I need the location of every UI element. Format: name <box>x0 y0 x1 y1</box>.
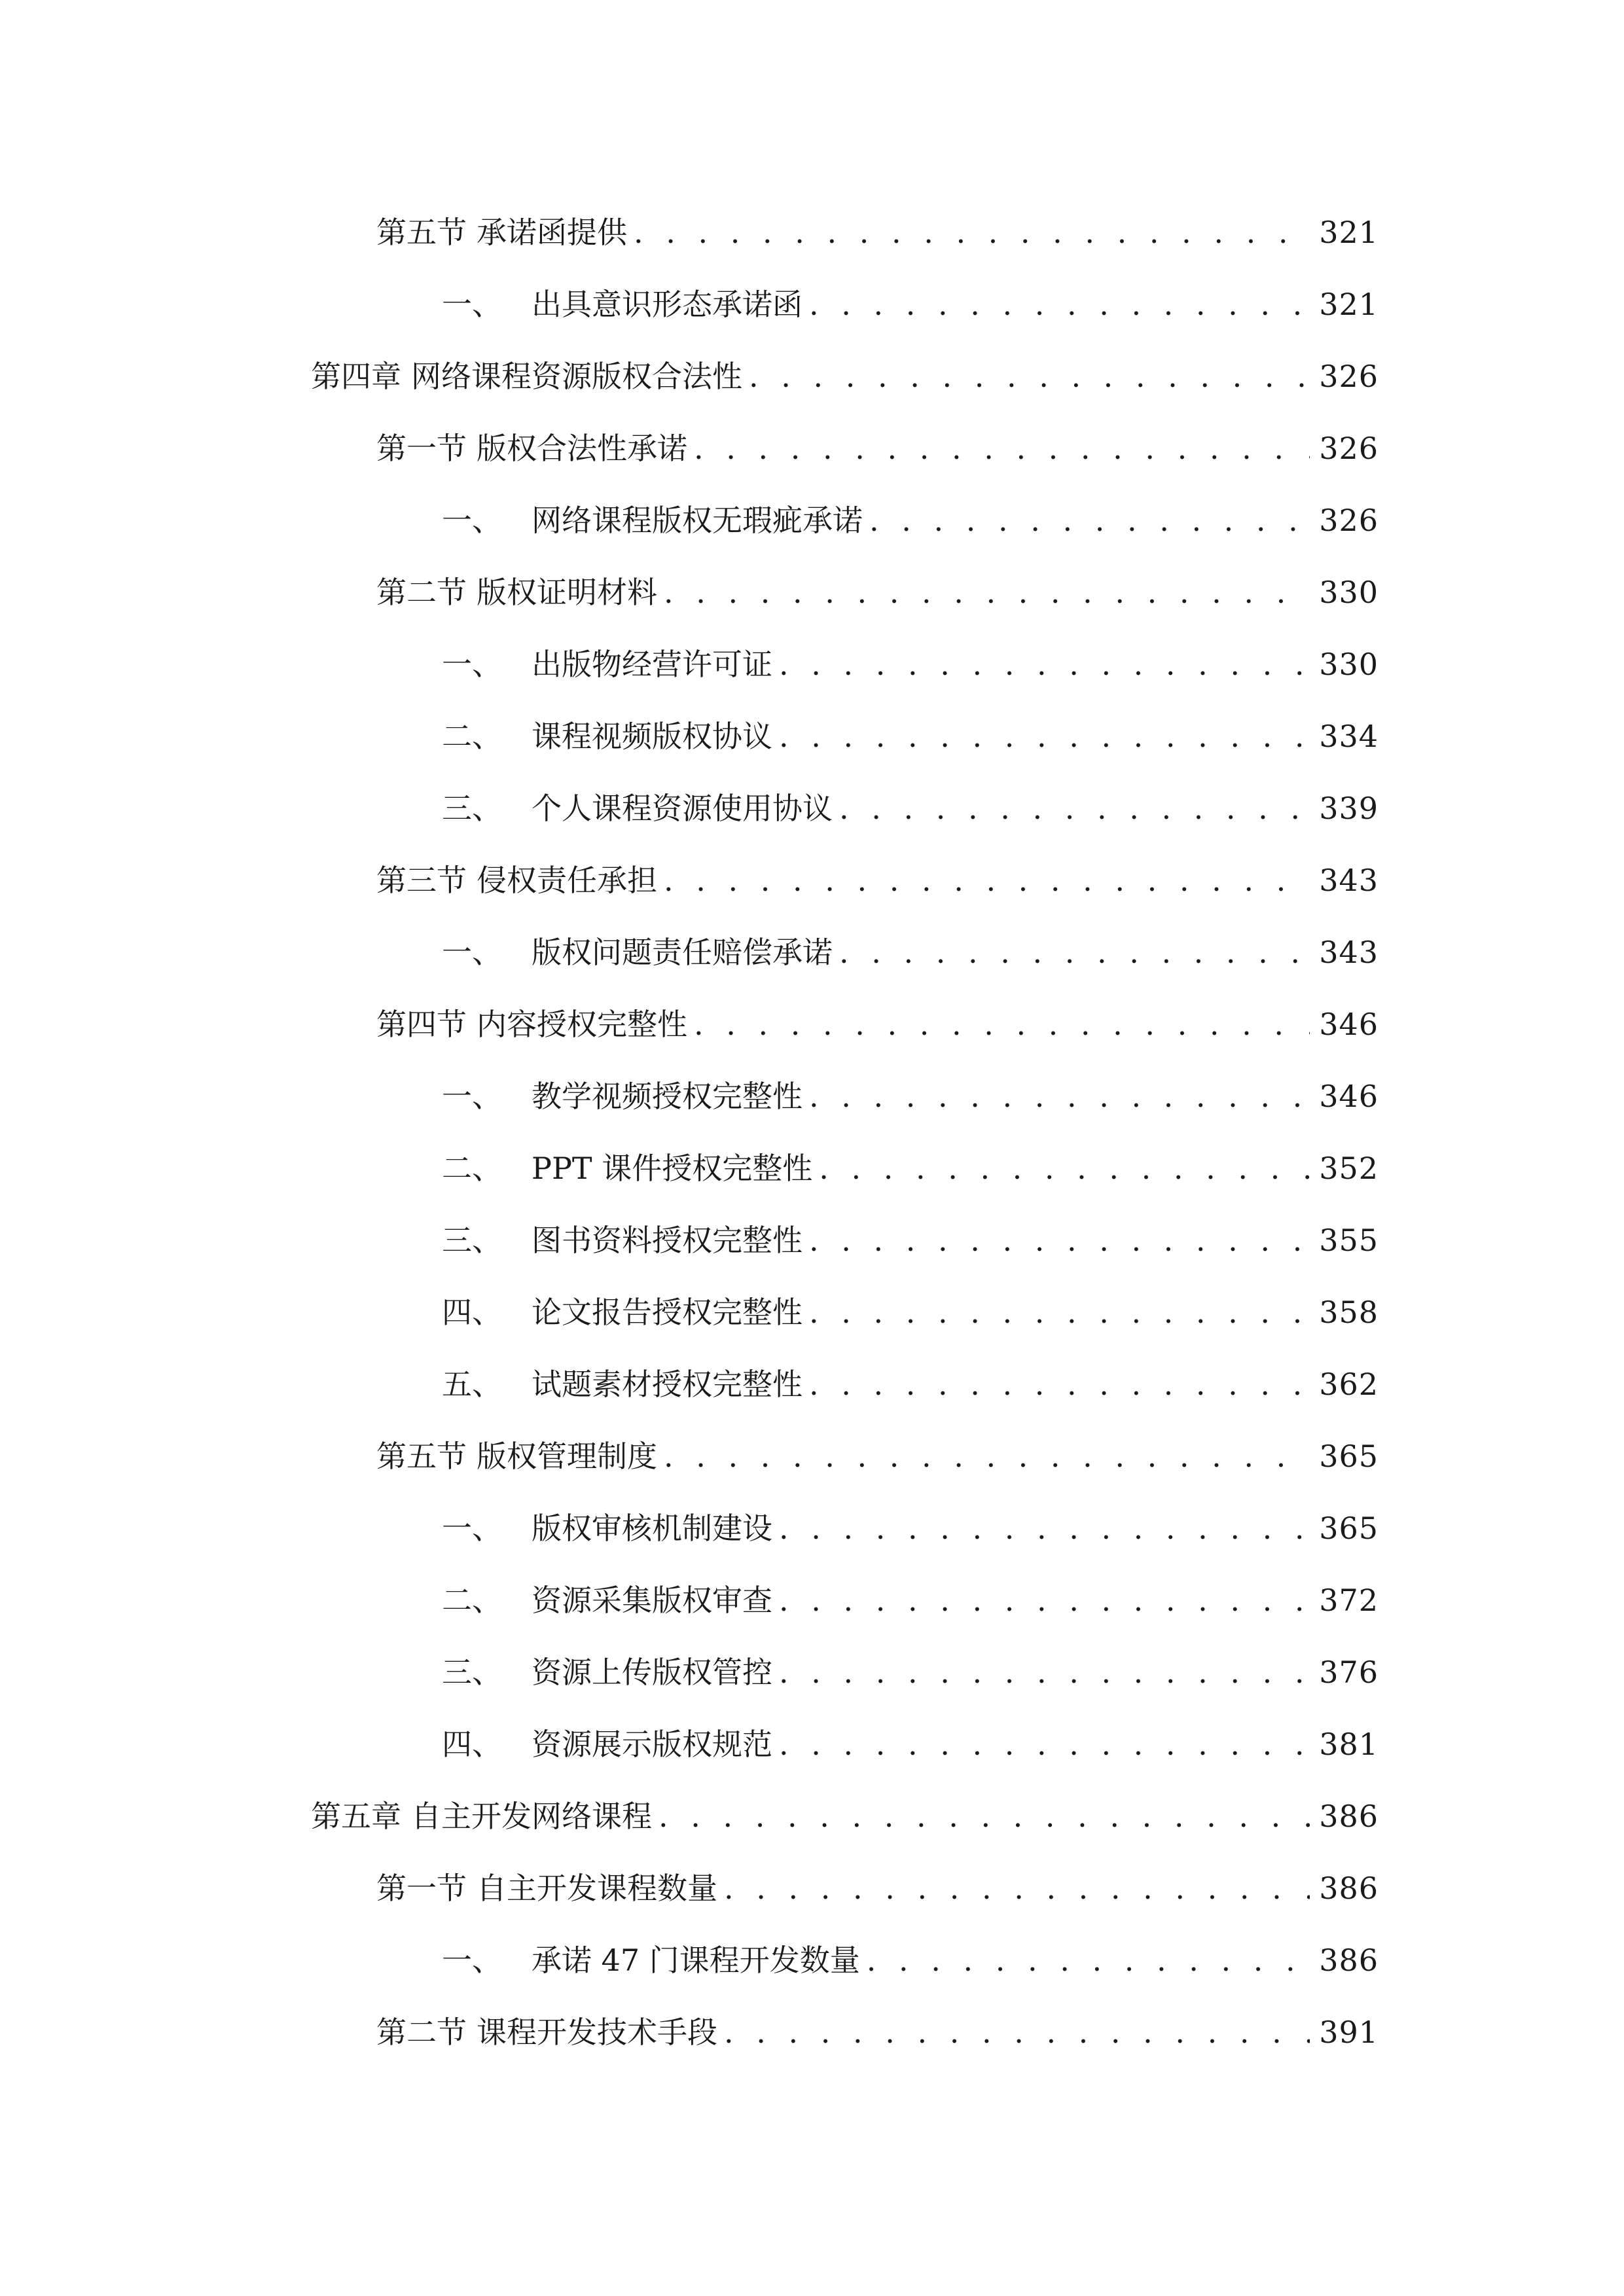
toc-entry-page: 355 <box>1319 1223 1379 1258</box>
toc-entry-number: 第五章 <box>311 1799 401 1834</box>
toc-entry-page: 358 <box>1319 1295 1379 1330</box>
toc-entry[interactable] <box>376 206 1379 259</box>
toc-entry[interactable] <box>376 566 1379 619</box>
toc-entry[interactable] <box>311 350 1379 403</box>
toc-entry-title: 承诺函提供 <box>477 215 627 250</box>
toc-entry-title: 资源展示版权规范 <box>532 1727 772 1762</box>
toc-entry[interactable] <box>442 1070 1379 1122</box>
toc-entry-title: 内容授权完整性 <box>477 1007 687 1042</box>
toc-entry-number: 一、 <box>442 1511 502 1546</box>
toc-entry-number: 二、 <box>442 1583 502 1618</box>
toc-entry-page: 326 <box>1319 431 1379 466</box>
toc-entry[interactable] <box>442 494 1379 547</box>
toc-entry-page: 343 <box>1319 863 1379 898</box>
toc-entry-title: 侵权责任承担 <box>477 863 657 898</box>
toc-entry-page: 339 <box>1319 791 1379 826</box>
toc-entry-page: 386 <box>1319 1799 1379 1834</box>
toc-entry-number: 一、 <box>442 1943 502 1978</box>
toc-entry-page: 381 <box>1319 1727 1379 1762</box>
toc-entry-title: 出版物经营许可证 <box>532 647 772 682</box>
toc-entry[interactable] <box>442 278 1379 331</box>
toc-entry[interactable] <box>442 1142 1379 1194</box>
dot-leader <box>867 1934 1310 1986</box>
toc-entry-page: 386 <box>1319 1943 1379 1978</box>
toc-entry[interactable] <box>442 710 1379 762</box>
toc-entry-page: 330 <box>1319 575 1379 610</box>
toc-entry-number: 四、 <box>442 1295 502 1330</box>
toc-entry[interactable] <box>376 1862 1379 1914</box>
toc-entry[interactable] <box>442 782 1379 834</box>
toc-entry-title: 版权管理制度 <box>477 1439 657 1474</box>
toc-entry-number: 一、 <box>442 1079 502 1114</box>
toc-entry-title: 自主开发网络课程 <box>411 1799 652 1834</box>
dot-leader <box>779 1646 1310 1698</box>
toc-entry[interactable] <box>442 1934 1379 1986</box>
toc-entry-title: 版权审核机制建设 <box>532 1511 772 1546</box>
toc-entry-number: 第五节 <box>376 1439 467 1474</box>
toc-entry[interactable] <box>376 422 1379 475</box>
dot-leader <box>809 1358 1310 1410</box>
toc-entry-title: 资源上传版权管控 <box>532 1655 772 1690</box>
dot-leader <box>694 998 1310 1050</box>
toc-entry-number: 一、 <box>442 647 502 682</box>
dot-leader <box>664 566 1310 619</box>
toc-entry[interactable] <box>442 1358 1379 1410</box>
dot-leader <box>779 1502 1310 1554</box>
toc-entry-number: 第三节 <box>376 863 467 898</box>
toc-entry-title: 版权问题责任赔偿承诺 <box>532 935 833 970</box>
toc-entry-page: 321 <box>1319 215 1379 250</box>
toc-entry-title: 网络课程版权无瑕疵承诺 <box>532 503 863 538</box>
toc-entry-page: 362 <box>1319 1367 1379 1402</box>
toc-entry-number: 第一节 <box>376 1871 467 1906</box>
toc-entry-number: 一、 <box>442 503 502 538</box>
dot-leader <box>869 494 1310 547</box>
toc-entry-number: 三、 <box>442 791 502 826</box>
dot-leader <box>634 206 1310 259</box>
toc-entry[interactable] <box>442 926 1379 978</box>
dot-leader <box>724 2006 1310 2058</box>
dot-leader <box>779 1718 1310 1770</box>
toc-entry-title: 出具意识形态承诺函 <box>532 287 803 322</box>
toc-entry-title: 论文报告授权完整性 <box>532 1295 803 1330</box>
toc-entry-title: 课程视频版权协议 <box>532 719 772 754</box>
dot-leader <box>779 638 1310 691</box>
toc-entry-title: 版权证明材料 <box>477 575 657 610</box>
toc-entry-title: 个人课程资源使用协议 <box>532 791 833 826</box>
toc-entry-number: 第二节 <box>376 2015 467 2050</box>
dot-leader <box>659 1790 1310 1842</box>
toc-entry-number: 一、 <box>442 287 502 322</box>
toc-entry-page: 346 <box>1319 1079 1379 1114</box>
toc-entry-number: 一、 <box>442 935 502 970</box>
toc-entry-title: 资源采集版权审查 <box>532 1583 772 1618</box>
toc-entry-number: 五、 <box>442 1367 502 1402</box>
toc-entry-page: 352 <box>1319 1151 1379 1186</box>
toc-entry-page: 346 <box>1319 1007 1379 1042</box>
toc-entry-page: 376 <box>1319 1655 1379 1690</box>
toc-entry-page: 326 <box>1319 359 1379 394</box>
toc-entry[interactable] <box>442 1646 1379 1698</box>
toc-entry-page: 365 <box>1319 1439 1379 1474</box>
toc-entry-title: 教学视频授权完整性 <box>532 1079 803 1114</box>
toc-entry-page: 386 <box>1319 1871 1379 1906</box>
toc-entry[interactable] <box>442 638 1379 691</box>
toc-entry-page: 321 <box>1319 287 1379 322</box>
toc-entry-number: 第四章 <box>311 359 401 394</box>
dot-leader <box>749 350 1310 403</box>
toc-entry-number: 第二节 <box>376 575 467 610</box>
dot-leader <box>809 278 1310 331</box>
dot-leader <box>819 1142 1310 1194</box>
dot-leader <box>694 422 1310 475</box>
toc-entry[interactable] <box>442 1574 1379 1626</box>
toc-entry-number: 第一节 <box>376 431 467 466</box>
toc-entry-page: 391 <box>1319 2015 1379 2050</box>
toc-entry-title: 版权合法性承诺 <box>477 431 687 466</box>
dot-leader <box>809 1070 1310 1122</box>
toc-entry[interactable] <box>442 1286 1379 1338</box>
dot-leader <box>809 1286 1310 1338</box>
toc-entry-number: 二、 <box>442 719 502 754</box>
toc-entry[interactable] <box>376 854 1379 906</box>
toc-entry[interactable] <box>376 998 1379 1050</box>
toc-entry-number: 三、 <box>442 1655 502 1690</box>
toc-entry-title: 试题素材授权完整性 <box>532 1367 803 1402</box>
toc-entry[interactable] <box>442 1718 1379 1770</box>
toc-entry[interactable] <box>442 1214 1379 1266</box>
toc-entry-title: PPT 课件授权完整性 <box>532 1151 813 1186</box>
toc-entry-number: 二、 <box>442 1151 502 1186</box>
toc-entry-title: 自主开发课程数量 <box>477 1871 717 1906</box>
toc-entry-number: 第四节 <box>376 1007 467 1042</box>
toc-entry-title: 网络课程资源版权合法性 <box>411 359 742 394</box>
toc-entry[interactable] <box>311 1790 1379 1842</box>
dot-leader <box>779 710 1310 762</box>
dot-leader <box>809 1214 1310 1266</box>
toc-entry-page: 326 <box>1319 503 1379 538</box>
dot-leader <box>664 1430 1310 1482</box>
toc-entry-title: 课程开发技术手段 <box>477 2015 717 2050</box>
toc-entry-number: 四、 <box>442 1727 502 1762</box>
toc-entry-page: 343 <box>1319 935 1379 970</box>
toc-entry-number: 三、 <box>442 1223 502 1258</box>
dot-leader <box>724 1862 1310 1914</box>
dot-leader <box>779 1574 1310 1626</box>
toc-entry-page: 330 <box>1319 647 1379 682</box>
toc-entry-number: 第五节 <box>376 215 467 250</box>
dot-leader <box>839 782 1310 834</box>
toc-entry[interactable] <box>442 1502 1379 1554</box>
toc-entry-page: 334 <box>1319 719 1379 754</box>
toc-entry[interactable] <box>376 1430 1379 1482</box>
toc-entry[interactable] <box>376 2006 1379 2058</box>
toc-entry-title: 承诺 47 门课程开发数量 <box>532 1943 860 1978</box>
dot-leader <box>839 926 1310 978</box>
toc-entry-page: 365 <box>1319 1511 1379 1546</box>
toc-entry-page: 372 <box>1319 1583 1379 1618</box>
toc-entry-title: 图书资料授权完整性 <box>532 1223 803 1258</box>
dot-leader <box>664 854 1310 906</box>
